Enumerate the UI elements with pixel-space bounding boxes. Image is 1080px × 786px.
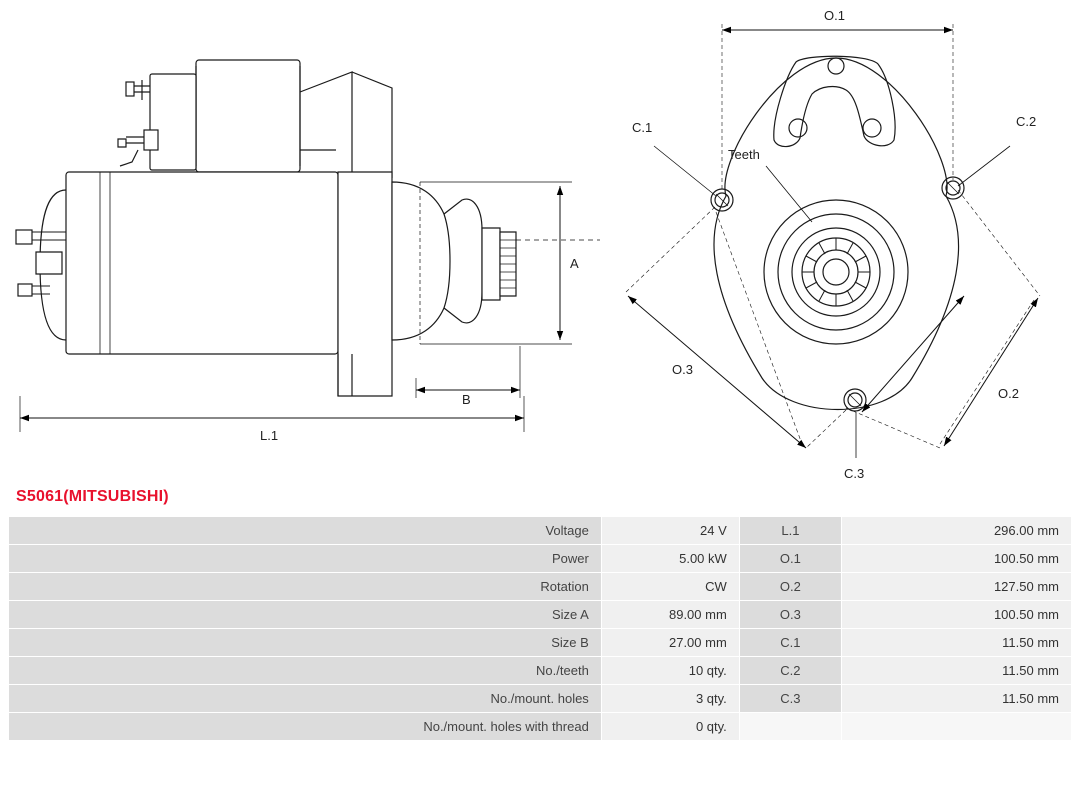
spec-value: 100.50 mm — [842, 601, 1072, 629]
spec-label: No./teeth — [9, 657, 602, 685]
table-row — [9, 573, 1072, 601]
starter-side-view — [16, 60, 516, 396]
spec-label: Power — [9, 545, 602, 573]
spec-label: C.2 — [739, 657, 841, 685]
spec-value: 10 qty. — [601, 657, 739, 685]
table-row — [9, 657, 1072, 685]
label-o2: O.2 — [998, 386, 1019, 401]
spec-value: 11.50 mm — [842, 629, 1072, 657]
spec-label: O.2 — [739, 573, 841, 601]
spec-value: 3 qty. — [601, 685, 739, 713]
spec-value: 100.50 mm — [842, 545, 1072, 573]
spec-value: 11.50 mm — [842, 657, 1072, 685]
spec-label: No./mount. holes — [9, 685, 602, 713]
table-row — [9, 601, 1072, 629]
spec-label: No./mount. holes with thread — [9, 713, 602, 741]
spec-value: 0 qty. — [601, 713, 739, 741]
spec-label: Size B — [9, 629, 602, 657]
table-row — [9, 685, 1072, 713]
table-row — [9, 629, 1072, 657]
spec-value: CW — [601, 573, 739, 601]
specifications-table — [8, 516, 1072, 741]
spec-value: 127.50 mm — [842, 573, 1072, 601]
starter-front-view — [711, 56, 964, 411]
spec-label: O.1 — [739, 545, 841, 573]
front-view-dimensions — [626, 24, 1040, 458]
spec-value: 11.50 mm — [842, 685, 1072, 713]
spec-label: Rotation — [9, 573, 602, 601]
spec-value: 296.00 mm — [842, 517, 1072, 545]
table-row — [9, 517, 1072, 545]
spec-empty-cell — [842, 713, 1072, 741]
label-o3: O.3 — [672, 362, 693, 377]
spec-label: O.3 — [739, 601, 841, 629]
spec-label: Size A — [9, 601, 602, 629]
spec-value: 27.00 mm — [601, 629, 739, 657]
label-length-l1: L.1 — [260, 428, 279, 443]
table-row — [9, 545, 1072, 573]
label-size-a: A — [570, 256, 579, 271]
spec-value: 89.00 mm — [601, 601, 739, 629]
spec-value: 24 V — [601, 517, 739, 545]
label-size-b: B — [462, 392, 471, 407]
spec-value: 5.00 kW — [601, 545, 739, 573]
label-c3: C.3 — [844, 466, 865, 481]
spec-label: L.1 — [739, 517, 841, 545]
spec-label: C.3 — [739, 685, 841, 713]
label-c1: C.1 — [632, 120, 653, 135]
spec-empty-cell — [739, 713, 841, 741]
spec-label: C.1 — [739, 629, 841, 657]
label-c2: C.2 — [1016, 114, 1037, 129]
spec-label: Voltage — [9, 517, 602, 545]
page-title: S5061(MITSUBISHI) — [16, 488, 169, 505]
table-row — [9, 713, 1072, 741]
label-teeth: Teeth — [728, 147, 760, 162]
label-o1: O.1 — [824, 8, 845, 23]
